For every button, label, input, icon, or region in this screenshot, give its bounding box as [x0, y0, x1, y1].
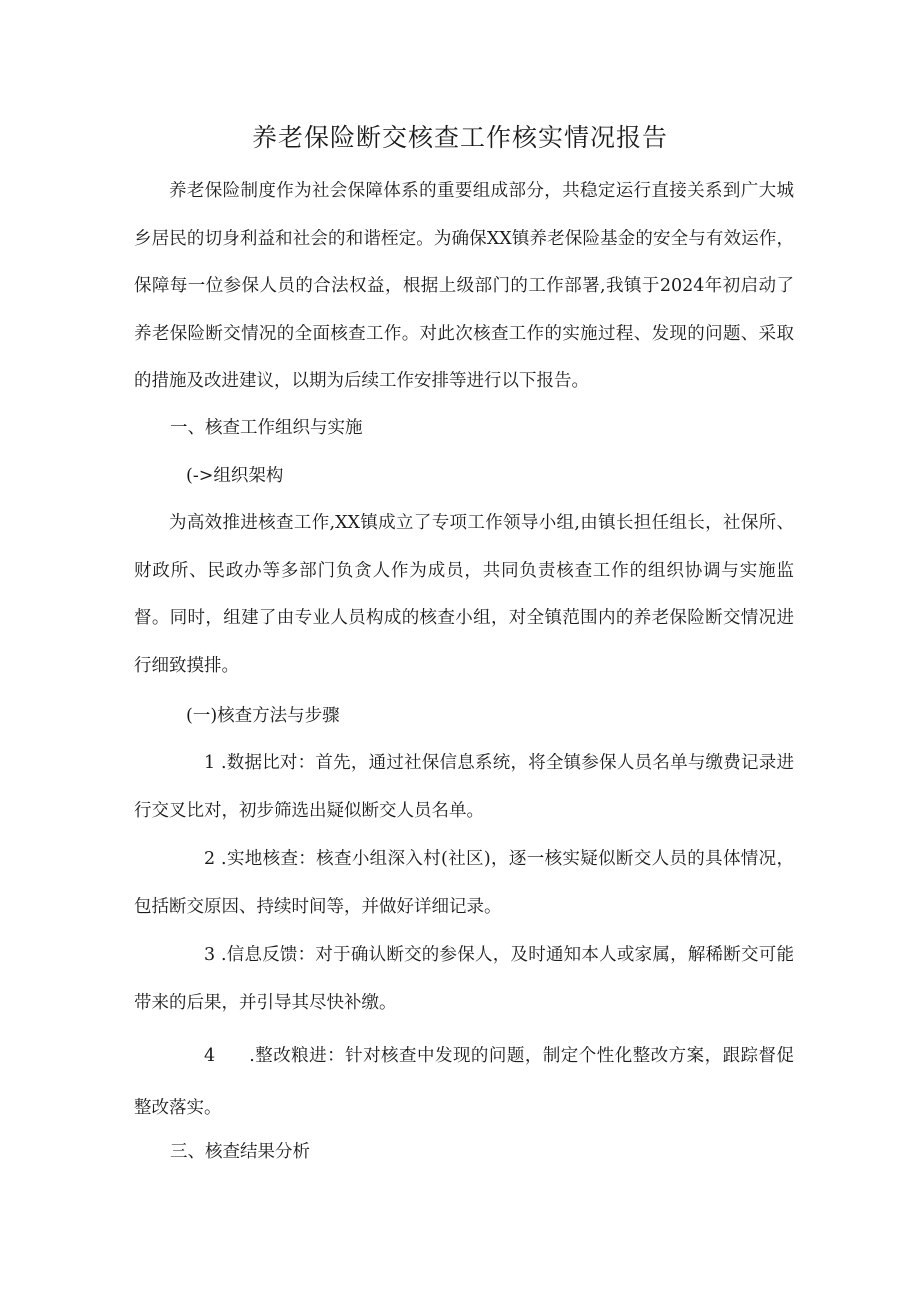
list-item-1-text: .数据比对：首先，通过社保信息系统，将全镇参保人员名单与缴费记录进行交叉比对，初步筛选出疑似断交人员名单。	[134, 753, 794, 821]
document-title: 养老保险断交核查工作核实情况报告	[251, 123, 668, 152]
list-item-4-number: 4	[204, 1046, 216, 1066]
section-heading-1: 一、核查工作组织与实施	[170, 418, 363, 438]
list-item-3-text: .信息反馈：对于确认断交的参保人，及时通知本人或家属，解稀断交可能带来的后果，并引导其尽快补缴。	[134, 945, 794, 1013]
list-item-3	[134, 932, 794, 1027]
intro-paragraph: 养老保险制度作为社会保障体系的重要组成部分，共稳定运行直接关系到广大城乡居民的切身利益和社会的和谐桎定。为确保XX镇养老保险基金的安全与有效运作，保障每一位参保人员的合法权益，根据上级部门的工作部署,我镇于2024年初启动了养老保险断交情况的全面核查工作。对此次核查工作的实施过程、发现的问题、采取的措施及改进建议，以期为后续工作安排等进行以下报告。	[134, 181, 794, 391]
list-item-2-number: 2	[204, 849, 216, 869]
list-item-1-number: 1	[204, 753, 216, 773]
list-item-4	[134, 1030, 794, 1134]
subsection-heading-method: (一)核查方法与步骤	[186, 706, 340, 726]
org-paragraph: 为高效推进核查工作,XX镇成立了专项工作领导小组,由镇长担任组长，社保所、财政所、民政办等多部门负贪人作为成员，共同负责核查工作的组织协调与实施监督。同时，组建了由专业人员构成的核查小组，对全镇范围内的养老保险断交情况进行细致摸排。	[134, 513, 794, 676]
list-item-2-text: .实地核查：核查小组深入村(社区)，逐一核实疑似断交人员的具体情况，包括断交原因、持续时间等，并做好详细记录。	[134, 849, 794, 917]
list-item-4-text: .整改粮进：针对核查中发现的问题，制定个性化整改方案，跟踪督促整改落实。	[134, 1046, 794, 1118]
list-item-1	[134, 740, 794, 835]
section-heading-3: 三、核查结果分析	[170, 1142, 310, 1162]
list-item-2	[134, 836, 794, 931]
list-item-3-number: 3	[204, 945, 216, 965]
subsection-heading-org: (->组织架构	[186, 466, 284, 486]
